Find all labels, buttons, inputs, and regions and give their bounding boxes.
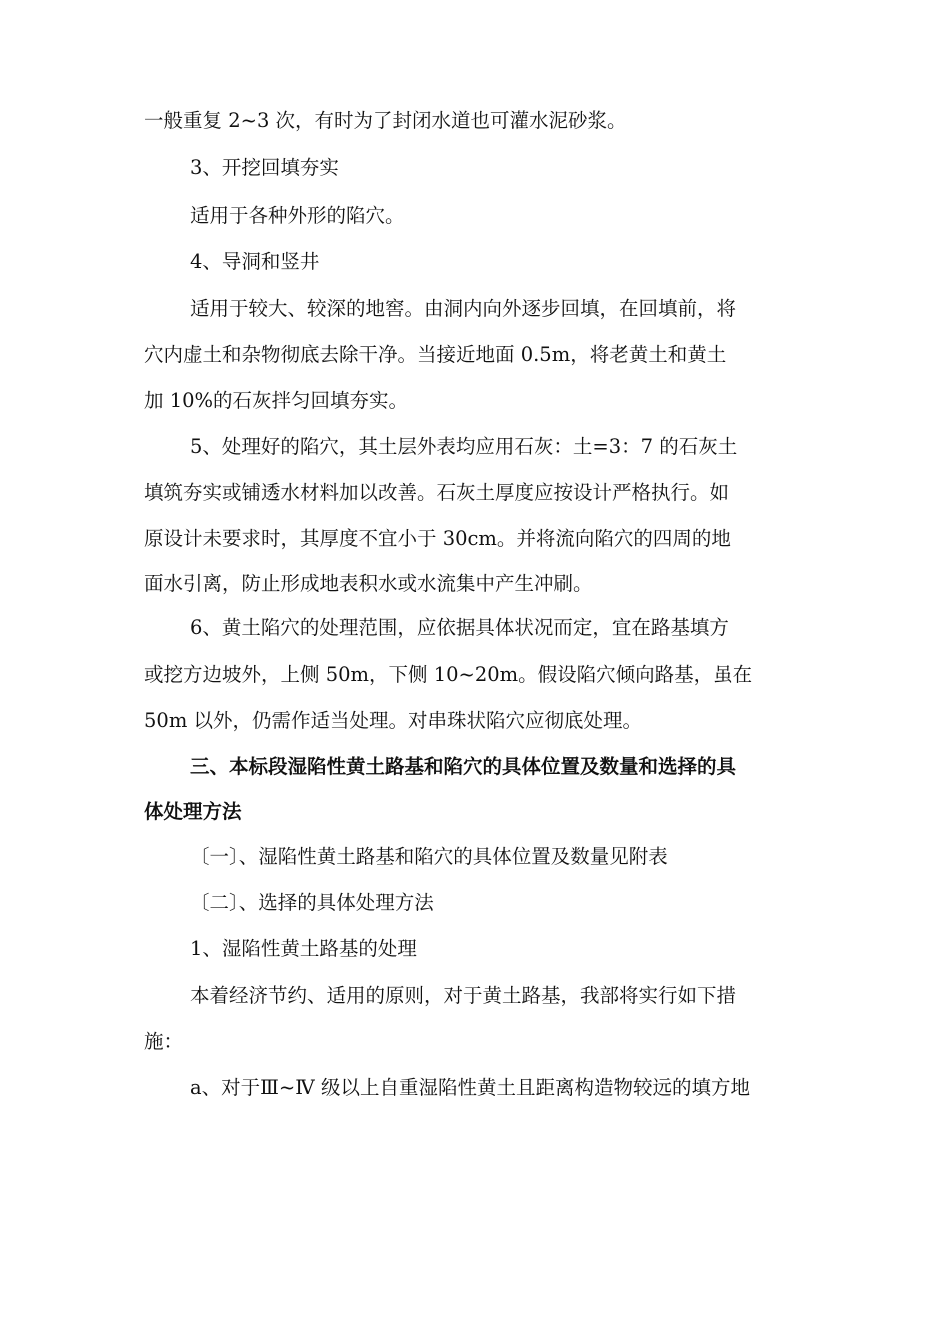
text-line: 加 10%的石灰拌匀回填夯实。 (144, 389, 409, 412)
list-heading: 4、导洞和竖井 (190, 250, 320, 273)
text-line: 50m 以外，仍需作适当处理。对串珠状陷穴应彻底处理。 (144, 709, 643, 732)
subsection-heading: 〔二〕、选择的具体处理方法 (190, 891, 434, 914)
section-heading: 三、本标段湿陷性黄土路基和陷穴的具体位置及数量和选择的具 (190, 755, 737, 778)
text-line: 面水引离，防止形成地表积水或水流集中产生冲刷。 (144, 572, 593, 595)
text-line: 穴内虚土和杂物彻底去除干净。当接近地面 0.5m，将老黄土和黄土 (144, 343, 727, 366)
text-line: 本着经济节约、适用的原则，对于黄土路基，我部将实行如下措 (190, 984, 737, 1007)
list-heading: 1、湿陷性黄土路基的处理 (190, 937, 417, 960)
text-line: 原设计未要求时，其厚度不宜小于 30cm。并将流向陷穴的四周的地 (144, 527, 731, 550)
text-line: 一般重复 2~3 次，有时为了封闭水道也可灌水泥砂浆。 (144, 109, 627, 132)
text-line: 6、黄土陷穴的处理范围，应依据具体状况而定，宜在路基填方 (190, 616, 729, 639)
section-heading: 体处理方法 (144, 800, 242, 823)
text-line: 填筑夯实或铺透水材料加以改善。石灰土厚度应按设计严格执行。如 (144, 481, 730, 504)
text-line: a、对于Ⅲ~Ⅳ 级以上自重湿陷性黄土且距离构造物较远的填方地 (190, 1076, 750, 1099)
subsection-heading: 〔一〕、湿陷性黄土路基和陷穴的具体位置及数量见附表 (190, 845, 668, 868)
list-heading: 3、开挖回填夯实 (190, 156, 339, 179)
text-line: 或挖方边坡外，上侧 50m，下侧 10~20m。假设陷穴倾向路基，虽在 (144, 663, 753, 686)
text-line: 5、处理好的陷穴，其土层外表均应用石灰：土=3：7 的石灰土 (190, 435, 738, 458)
text-line: 适用于较大、较深的地窖。由洞内向外逐步回填，在回填前，将 (190, 297, 737, 320)
text-line: 施： (144, 1030, 184, 1053)
text-line: 适用于各种外形的陷穴。 (190, 204, 405, 227)
